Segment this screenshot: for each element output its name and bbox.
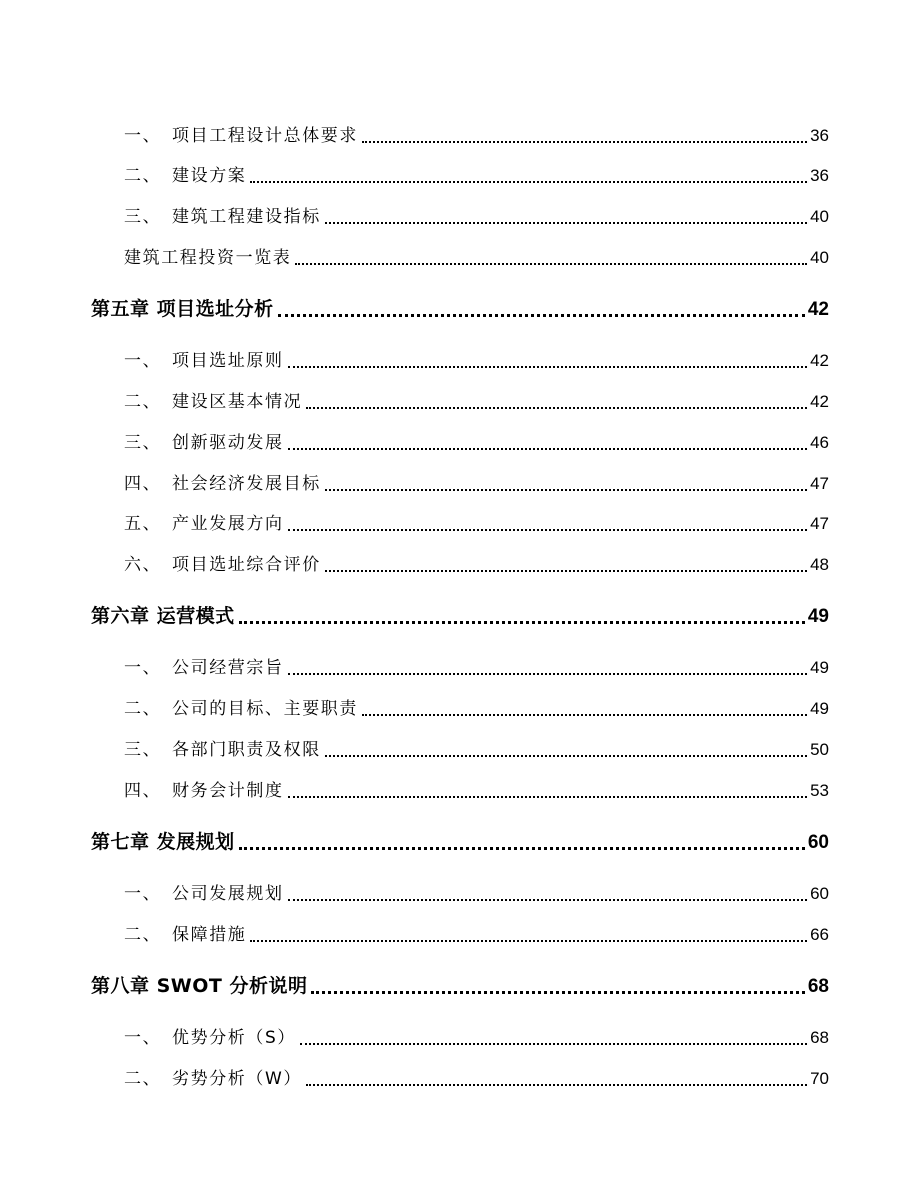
toc-entry-number: 二、 [124,699,162,719]
dot-leader [288,529,807,531]
dot-leader [250,181,807,183]
toc-section-entry[interactable] [124,656,829,680]
toc-entry-title: 产业发展方向 [172,514,284,534]
toc-entry-title: 项目选址原则 [172,351,284,371]
toc-entry-title: 第八章 SWOT 分析说明 [91,975,308,997]
toc-entry-title: 建设区基本情况 [172,392,303,412]
toc-entry-number: 二、 [124,925,162,945]
dot-leader [288,796,807,798]
toc-entry-number: 二、 [124,392,162,412]
toc-entry-title: 劣势分析（W） [172,1069,303,1089]
toc-entry-title: 建设方案 [172,166,247,186]
toc-section-entry[interactable] [124,738,829,762]
toc-entry-page-number: 53 [810,781,829,800]
dot-leader [278,314,805,317]
dot-leader [325,222,807,224]
toc-section-entry[interactable] [124,164,829,188]
toc-entry-page-number: 42 [810,392,829,411]
dot-leader [325,755,807,757]
toc-entry-page-number: 49 [810,699,829,718]
toc-section-entry[interactable] [124,246,829,270]
toc-section-entry[interactable] [124,882,829,906]
toc-entry-number: 三、 [124,207,162,227]
toc-section-entry[interactable] [124,1067,829,1091]
toc-entry-number: 四、 [124,474,162,494]
toc-entry-title: 社会经济发展目标 [172,474,321,494]
toc-entry-title: 优势分析（S） [172,1028,296,1048]
toc-entry-number: 一、 [124,126,162,146]
toc-entry-title: 第五章 项目选址分析 [91,298,274,320]
toc-chapter-entry[interactable] [91,973,829,999]
dot-leader [362,714,807,716]
toc-entry-title: 建筑工程投资一览表 [124,248,292,268]
dot-leader [288,673,807,675]
toc-entry-title: 项目工程设计总体要求 [172,126,358,146]
toc-chapter-entry[interactable] [91,296,829,322]
toc-entry-page-number: 42 [810,351,829,370]
toc-section-entry[interactable] [124,205,829,229]
toc-entry-page-number: 48 [810,555,829,574]
toc-entry-page-number: 49 [810,658,829,677]
dot-leader [239,847,805,850]
toc-entry-page-number: 60 [810,884,829,903]
dot-leader [325,570,807,572]
toc-entry-title: 公司的目标、主要职责 [172,699,358,719]
dot-leader [239,621,805,624]
toc-entry-title: 财务会计制度 [172,781,284,801]
dot-leader [306,1084,807,1086]
toc-entry-title: 建筑工程建设指标 [172,207,321,227]
toc-entry-page-number: 46 [810,433,829,452]
toc-section-entry[interactable] [124,349,829,373]
toc-section-entry[interactable] [124,472,829,496]
toc-entry-title: 各部门职责及权限 [172,740,321,760]
toc-section-entry[interactable] [124,512,829,536]
toc-entry-title: 保障措施 [172,925,247,945]
dot-leader [288,366,807,368]
dot-leader [362,141,807,143]
toc-entry-title: 第六章 运营模式 [91,605,235,627]
toc-entry-number: 一、 [124,658,162,678]
toc-section-entry[interactable] [124,697,829,721]
toc-section-entry[interactable] [124,553,829,577]
toc-entry-title: 创新驱动发展 [172,433,284,453]
toc-entry-number: 一、 [124,884,162,904]
toc-entry-number: 四、 [124,781,162,801]
toc-entry-number: 一、 [124,351,162,371]
toc-entry-page-number: 68 [810,1028,829,1047]
toc-entry-page-number: 66 [810,925,829,944]
toc-section-entry[interactable] [124,779,829,803]
toc-entry-page-number: 70 [810,1069,829,1088]
dot-leader [250,940,807,942]
toc-entry-page-number: 60 [807,832,829,853]
dot-leader [300,1043,807,1045]
toc-entry-page-number: 50 [810,740,829,759]
toc-section-entry[interactable] [124,1026,829,1050]
toc-entry-page-number: 42 [807,299,829,320]
toc-entry-number: 六、 [124,555,162,575]
toc-section-entry[interactable] [124,390,829,414]
toc-entry-page-number: 68 [807,976,829,997]
toc-entry-page-number: 36 [810,126,829,145]
dot-leader [306,407,807,409]
toc-chapter-entry[interactable] [91,829,829,855]
toc-section-entry[interactable] [124,923,829,947]
toc-entry-page-number: 36 [810,166,829,185]
dot-leader [288,448,807,450]
toc-entry-number: 五、 [124,514,162,534]
toc-entry-number: 二、 [124,1069,162,1089]
dot-leader [295,263,807,265]
dot-leader [288,899,807,901]
dot-leader [311,991,804,994]
dot-leader [325,489,807,491]
toc-entry-title: 项目选址综合评价 [172,555,321,575]
toc-entry-page-number: 49 [807,606,829,627]
toc-entry-number: 二、 [124,166,162,186]
toc-entry-title: 第七章 发展规划 [91,831,235,853]
toc-entry-number: 三、 [124,433,162,453]
toc-entry-title: 公司发展规划 [172,884,284,904]
toc-entry-page-number: 40 [810,248,829,267]
toc-chapter-entry[interactable] [91,603,829,629]
toc-entry-number: 一、 [124,1028,162,1048]
toc-entry-page-number: 47 [810,514,829,533]
toc-entry-page-number: 47 [810,474,829,493]
toc-section-entry[interactable] [124,431,829,455]
toc-entry-title: 公司经营宗旨 [172,658,284,678]
toc-section-entry[interactable] [124,124,829,148]
toc-entry-page-number: 40 [810,207,829,226]
toc-entry-number: 三、 [124,740,162,760]
